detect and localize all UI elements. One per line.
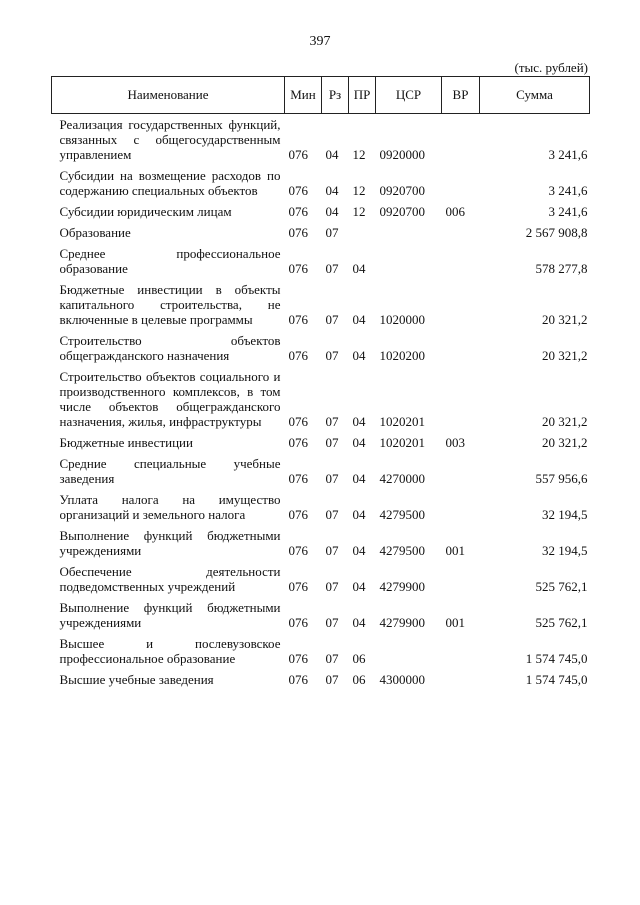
cell-vr: 001: [445, 543, 465, 558]
budget-table: [51, 76, 590, 690]
cell-csr: 4270000: [379, 471, 425, 486]
table-row: [52, 279, 590, 330]
cell-rz: 07: [325, 471, 339, 486]
header-name: Наименование: [52, 77, 285, 114]
cell-sum: 578 277,8: [535, 261, 588, 276]
cell-name: Средние специальные учебные заведения: [59, 456, 281, 486]
cell-min: 076: [288, 543, 308, 558]
cell-csr: 4279500: [379, 507, 425, 522]
cell-min: 076: [288, 414, 308, 429]
cell-pr: 04: [352, 261, 366, 276]
table-row: [52, 525, 590, 561]
cell-rz: 07: [325, 615, 339, 630]
cell-pr: 04: [352, 348, 366, 363]
table-row: [52, 366, 590, 432]
cell-csr: 1020000: [379, 312, 425, 327]
cell-rz: 07: [325, 261, 339, 276]
cell-rz: 07: [325, 225, 339, 240]
cell-name: Строительство объектов социального и производственного комплексов, в том числе объектов общегражданского назначения, жилья, инфраструктуры: [59, 369, 281, 429]
header-rz: Рз: [322, 77, 349, 114]
cell-pr: 04: [352, 414, 366, 429]
cell-vr: [442, 561, 480, 597]
cell-vr: [442, 489, 480, 525]
cell-vr: [442, 366, 480, 432]
cell-min: 076: [288, 507, 308, 522]
cell-pr: 12: [352, 183, 366, 198]
cell-pr: 04: [352, 507, 366, 522]
cell-csr: 1020201: [379, 435, 425, 450]
table-row: [52, 432, 590, 453]
cell-csr: 4279900: [379, 615, 425, 630]
units-label: (тыс. рублей): [514, 60, 588, 75]
cell-pr: 04: [352, 471, 366, 486]
cell-csr: 4300000: [379, 672, 425, 687]
cell-min: 076: [288, 579, 308, 594]
cell-min: 076: [288, 204, 308, 219]
cell-sum: 3 241,6: [548, 183, 588, 198]
cell-min: 076: [288, 672, 308, 687]
cell-pr: 12: [352, 204, 366, 219]
header-csr: ЦСР: [376, 77, 442, 114]
cell-pr: 06: [352, 672, 366, 687]
cell-vr: 003: [445, 435, 465, 450]
cell-vr: [442, 114, 480, 166]
cell-min: 076: [288, 348, 308, 363]
cell-name: Высшие учебные заведения: [59, 672, 214, 687]
cell-sum: 20 321,2: [542, 414, 588, 429]
cell-name: Обеспечение деятельности подведомственных учреждений: [59, 564, 281, 594]
cell-csr: 4279500: [379, 543, 425, 558]
cell-name: Среднее профессиональное образование: [59, 246, 281, 276]
table-row: [52, 222, 590, 243]
cell-vr: [442, 243, 480, 279]
cell-pr: 04: [352, 312, 366, 327]
cell-rz: 04: [325, 183, 339, 198]
cell-name: Образование: [59, 225, 131, 240]
cell-min: 076: [288, 147, 308, 162]
header-sum: Сумма: [480, 77, 590, 114]
cell-min: 076: [288, 312, 308, 327]
cell-sum: 32 194,5: [542, 543, 588, 558]
cell-sum: 20 321,2: [542, 435, 588, 450]
cell-pr: 04: [352, 615, 366, 630]
cell-vr: [442, 453, 480, 489]
cell-name: Выполнение функций бюджетными учреждениями: [59, 600, 281, 630]
cell-pr: 04: [352, 543, 366, 558]
cell-name: Бюджетные инвестиции: [59, 435, 193, 450]
table-row: [52, 453, 590, 489]
table-row: [52, 597, 590, 633]
cell-vr: 001: [445, 615, 465, 630]
cell-csr: 0920700: [379, 183, 425, 198]
cell-name: Уплата налога на имущество организаций и земельного налога: [59, 492, 281, 522]
cell-name: Бюджетные инвестиции в объекты капитального строительства, не включенные в целевые программы: [59, 282, 281, 327]
cell-name: Высшее и послевузовское профессиональное образование: [59, 636, 281, 666]
cell-min: 076: [288, 183, 308, 198]
cell-csr: [376, 243, 442, 279]
cell-min: 076: [288, 261, 308, 276]
cell-pr: 04: [352, 435, 366, 450]
cell-sum: 20 321,2: [542, 348, 588, 363]
page-number: 397: [309, 34, 331, 49]
cell-sum: 525 762,1: [535, 615, 588, 630]
cell-rz: 07: [325, 348, 339, 363]
cell-sum: 525 762,1: [535, 579, 588, 594]
cell-sum: 20 321,2: [542, 312, 588, 327]
cell-vr: [442, 279, 480, 330]
cell-sum: 557 956,6: [535, 471, 588, 486]
cell-pr: 12: [352, 147, 366, 162]
table-row: [52, 669, 590, 690]
cell-csr: 4279900: [379, 579, 425, 594]
cell-rz: 07: [325, 507, 339, 522]
table-row: [52, 489, 590, 525]
table-header-row: [52, 77, 590, 114]
cell-min: 076: [288, 651, 308, 666]
cell-csr: 1020201: [379, 414, 425, 429]
header-min: Мин: [285, 77, 322, 114]
cell-rz: 07: [325, 435, 339, 450]
cell-vr: [442, 669, 480, 690]
cell-vr: 006: [445, 204, 465, 219]
cell-rz: 04: [325, 147, 339, 162]
cell-sum: 32 194,5: [542, 507, 588, 522]
cell-name: Реализация государственных функций, связанных с общегосударственным управлением: [59, 117, 281, 162]
cell-min: 076: [288, 225, 308, 240]
cell-vr: [442, 633, 480, 669]
cell-rz: 07: [325, 651, 339, 666]
header-vr: ВР: [442, 77, 480, 114]
cell-pr: 06: [352, 651, 366, 666]
cell-sum: 1 574 745,0: [525, 672, 588, 687]
cell-sum: 3 241,6: [548, 147, 588, 162]
table-row: [52, 561, 590, 597]
cell-name: Выполнение функций бюджетными учреждениями: [59, 528, 281, 558]
table-row: [52, 243, 590, 279]
cell-sum: 3 241,6: [548, 204, 588, 219]
cell-rz: 07: [325, 579, 339, 594]
cell-pr: [349, 222, 376, 243]
cell-sum: 1 574 745,0: [525, 651, 588, 666]
cell-vr: [442, 330, 480, 366]
cell-min: 076: [288, 615, 308, 630]
cell-pr: 04: [352, 579, 366, 594]
cell-csr: [376, 222, 442, 243]
table-row: [52, 114, 590, 166]
table-row: [52, 165, 590, 201]
cell-csr: [376, 633, 442, 669]
cell-rz: 07: [325, 672, 339, 687]
cell-rz: 07: [325, 543, 339, 558]
table-row: [52, 201, 590, 222]
cell-csr: 1020200: [379, 348, 425, 363]
cell-vr: [442, 222, 480, 243]
cell-name: Субсидии на возмещение расходов по содержанию специальных объектов: [59, 168, 281, 198]
table-row: [52, 330, 590, 366]
cell-rz: 04: [325, 204, 339, 219]
cell-csr: 0920000: [379, 147, 425, 162]
cell-rz: 07: [325, 312, 339, 327]
cell-csr: 0920700: [379, 204, 425, 219]
table-row: [52, 633, 590, 669]
cell-min: 076: [288, 471, 308, 486]
cell-sum: 2 567 908,8: [525, 225, 588, 240]
cell-name: Строительство объектов общегражданского назначения: [59, 333, 281, 363]
header-pr: ПР: [349, 77, 376, 114]
cell-name: Субсидии юридическим лицам: [59, 204, 232, 219]
cell-rz: 07: [325, 414, 339, 429]
cell-vr: [442, 165, 480, 201]
table-body: [52, 114, 590, 691]
cell-min: 076: [288, 435, 308, 450]
